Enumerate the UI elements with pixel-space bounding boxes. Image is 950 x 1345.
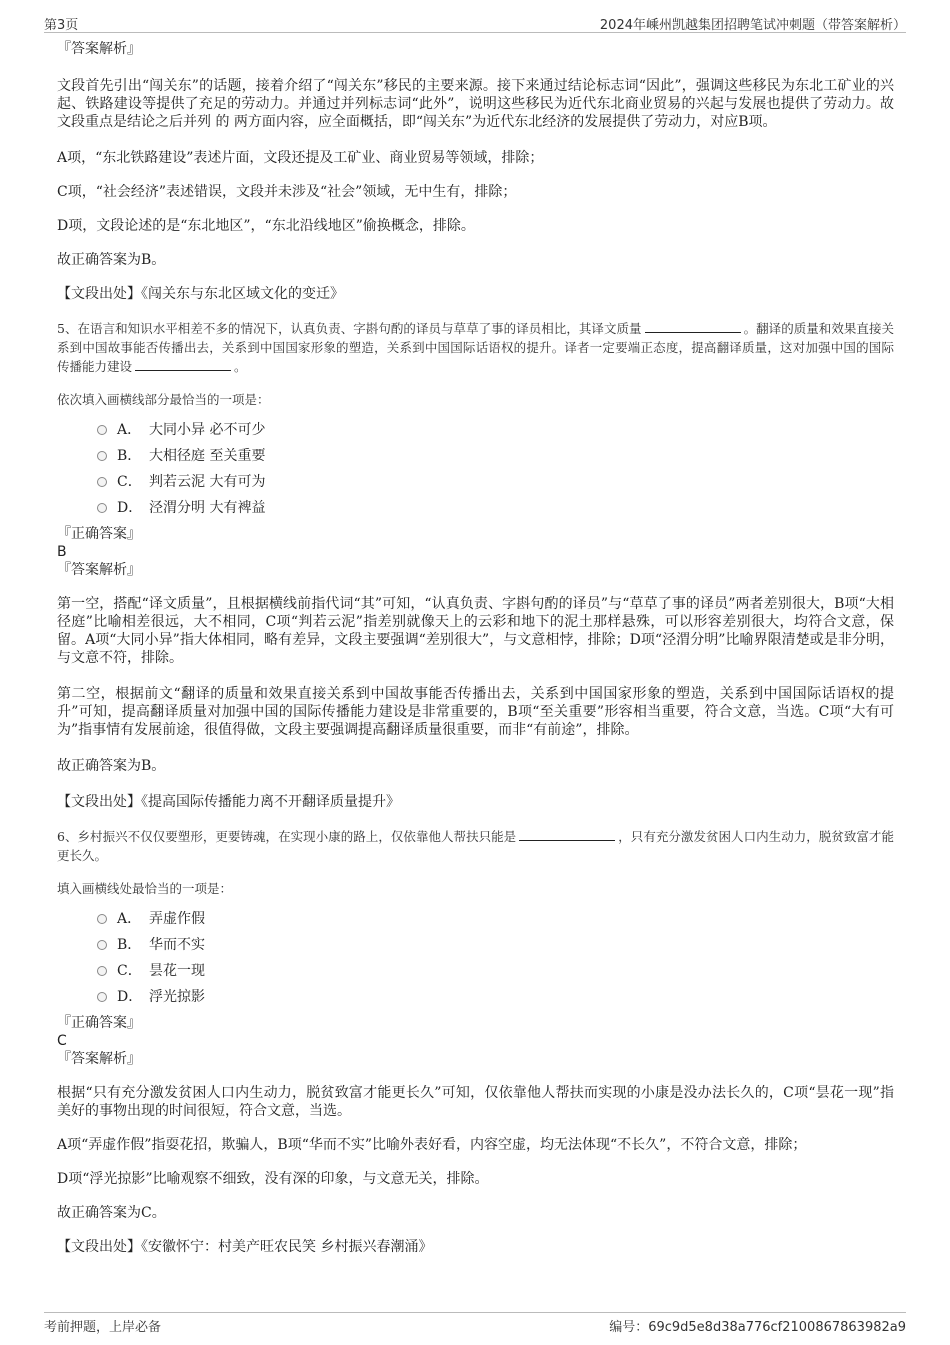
correct-answer-label: 『正确答案』 [57,526,141,542]
answer-blank [645,320,741,333]
option-d[interactable]: D． 浮光掠影 [97,988,894,1014]
radio-button[interactable] [97,451,107,461]
source-text: 【文段出处】《安徽怀宁：村美产旺农民笑 乡村振兴春潮涌》 [57,1239,433,1255]
option-b[interactable]: B． 华而不实 [97,936,894,962]
page-content [57,40,894,1256]
source-text: 【文段出处】《闯关东与东北区域文化的变迁》 [57,286,344,302]
page-number: 第3页 [44,18,79,33]
question-5-stem: 5、在语言和知识水平相差不多的情况下，认真负责、字斟句酌的译员与草草了事的译员相比，其译文质量 。翻译的质量和效果直接关系到中国故事能否传播出去，关系到中国国家形象的塑造，关系到中国国际话语权的提升。译者一定要端正态度，提高翻译质量，这对加强中国的国际传播能力建设 。 [57,321,894,374]
conclusion-text: 故正确答案为B。 [57,252,166,268]
analysis-paragraph: 第一空，搭配“译文质量”，且根据横线前指代词“其”可知，“认真负责、字斟句酌的译员”与“草草了事的译员”两者差别很大，B项“大相径庭”比喻相差很远，大不相同，C项“判若云泥”指差别就像天上的云彩和地下的泥土那样悬殊，可以形容差别很大，均符合文意，保留。A项“大同小异”指大体相同，略有差异，文段主要强调“差别很大”，与文意相悖，排除；D项“泾渭分明”比喻界限清楚或是非分明，与文意不符，排除。 [57,596,894,666]
analysis-paragraph: 文段首先引出“闯关东”的话题，接着介绍了“闯关东”移民的主要来源。接下来通过结论标志词“因此”，强调这些移民为东北工矿业的兴起、铁路建设等提供了充足的劳动力。并通过并列标志词“此外”，说明这些移民为近代东北商业贸易的兴起与发展也提供了劳动力。故文段重点是结论之后并列 的 两方面内容，应全面概括，即“闯关东”为近代东北经济的发展提供了劳动力，对应B项。 [57,78,894,130]
footer-slogan: 考前押题，上岸必备 [44,1320,162,1335]
analysis-paragraph: A项“弄虚作假”指耍花招，欺骗人，B项“华而不实”比喻外表好看，内容空虚，均无法体现“不长久”，不符合文意，排除； [57,1137,807,1153]
radio-button[interactable] [97,966,107,976]
document-code: 编号：69c9d5e8d38a776cf2100867863982a9 [609,1320,906,1335]
question-5-prompt: 依次填入画横线部分最恰当的一项是： [57,392,270,407]
answer-blank [519,828,615,841]
analysis-paragraph: 第二空，根据前文“翻译的质量和效果直接关系到中国故事能否传播出去，关系到中国国家形象的塑造，关系到中国国际话语权的提升”可知，提高翻译质量对加强中国的国际传播能力建设是非常重要的，B项“至关重要”形容相当重要，符合文意，当选。C项“大有可为”指事情有发展前途，很值得做，文段主要强调提高翻译质量很重要，而非“有前途”，排除。 [57,686,894,738]
analysis-label: 『答案解析』 [57,41,141,57]
radio-button[interactable] [97,425,107,435]
option-a[interactable]: A． 弄虚作假 [97,910,894,936]
radio-button[interactable] [97,503,107,513]
conclusion-text: 故正确答案为C。 [57,1205,166,1221]
radio-button[interactable] [97,914,107,924]
page-footer [44,1312,906,1333]
answer-blank [135,358,231,371]
analysis-paragraph: D项“浮光掠影”比喻观察不细致，没有深的印象，与文意无关，排除。 [57,1171,489,1187]
analysis-label: 『答案解析』 [57,1051,141,1067]
analysis-paragraph: D项，文段论述的是“东北地区”，“东北沿线地区”偷换概念，排除。 [57,218,475,234]
radio-button[interactable] [97,940,107,950]
correct-answer-label: 『正确答案』 [57,1015,141,1031]
document-title: 2024年嵊州凯越集团招聘笔试冲刺题（带答案解析） [599,18,906,33]
source-text: 【文段出处】《提高国际传播能力离不开翻译质量提升》 [57,794,400,810]
question-6-stem: 6、乡村振兴不仅仅要塑形，更要铸魂，在实现小康的路上，仅依靠他人帮扶只能是 ，只有充分激发贫困人口内生动力，脱贫致富才能更长久。 [57,829,894,863]
analysis-paragraph: C项，“社会经济”表述错误，文段并未涉及“社会”领域，无中生有，排除； [57,184,517,200]
radio-button[interactable] [97,992,107,1002]
question-6-prompt: 填入画横线处最恰当的一项是： [57,881,233,896]
conclusion-text: 故正确答案为B。 [57,758,166,774]
analysis-paragraph: A项，“东北铁路建设”表述片面，文段还提及工矿业、商业贸易等领域，排除； [57,150,544,166]
option-c[interactable]: C． 昙花一现 [97,962,894,988]
option-a[interactable]: A． 大同小异 必不可少 [97,421,894,447]
radio-button[interactable] [97,477,107,487]
option-b[interactable]: B． 大相径庭 至关重要 [97,447,894,473]
option-c[interactable]: C． 判若云泥 大有可为 [97,473,894,499]
correct-answer: C [57,1033,67,1049]
analysis-label: 『答案解析』 [57,562,141,578]
question-5-options [57,421,894,525]
page-header [44,12,906,33]
option-d[interactable]: D． 泾渭分明 大有裨益 [97,499,894,525]
analysis-paragraph: 根据“只有充分激发贫困人口内生动力，脱贫致富才能更长久”可知，仅依靠他人帮扶而实现的小康是没办法长久的，C项“昙花一现”指美好的事物出现的时间很短，符合文意，当选。 [57,1085,894,1119]
correct-answer: B [57,544,67,560]
question-6-options [57,910,894,1014]
